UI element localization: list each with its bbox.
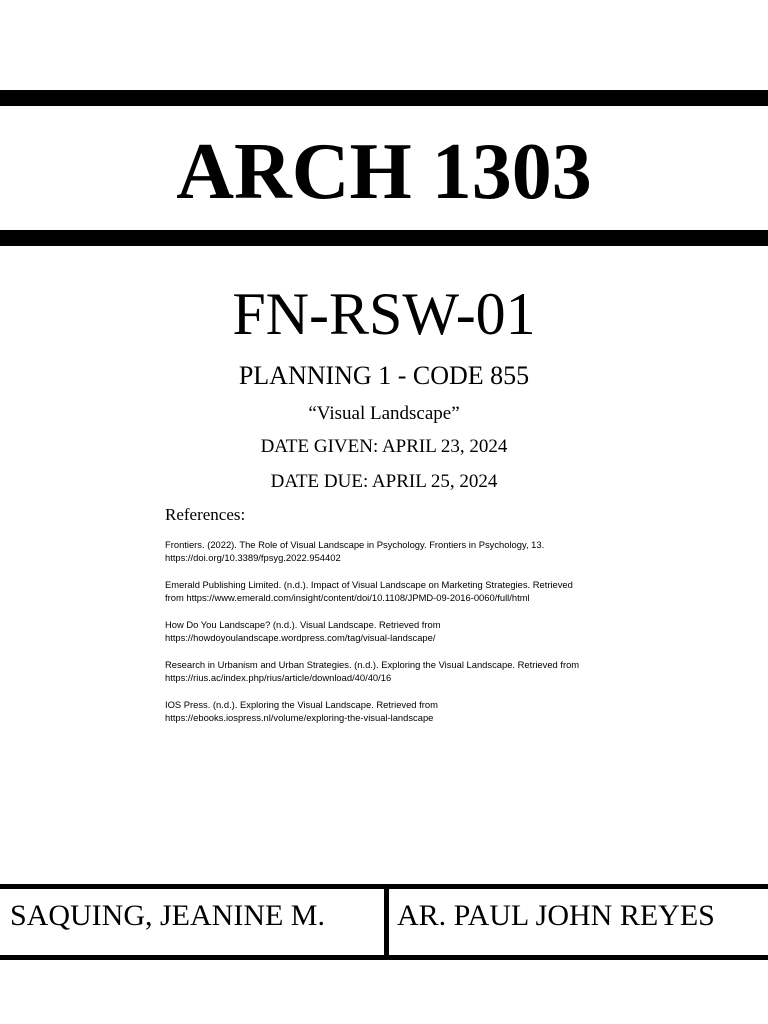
reference-item: IOS Press. (n.d.). Exploring the Visual Landscape. Retrieved from https://ebooks.iospress.nl/volume/exploring-the-visual-landscape bbox=[165, 699, 438, 723]
reference-item: Frontiers. (2022). The Role of Visual Landscape in Psychology. Frontiers in Psychology, 13. https://doi.org/10.3389/fpsyg.2022.954402 bbox=[165, 539, 545, 563]
course-code-title: ARCH 1303 bbox=[176, 128, 592, 216]
header-rule-top bbox=[0, 90, 768, 106]
references-list bbox=[165, 539, 635, 739]
references-heading: References: bbox=[165, 505, 246, 524]
reference-item: Research in Urbanism and Urban Strategies. (n.d.). Exploring the Visual Landscape. Retrieved from https://rius.ac/index.php/rius/article/download/40/40/16 bbox=[165, 659, 580, 683]
header-rule-bottom bbox=[0, 230, 768, 246]
instructor-name: AR. PAUL JOHN REYES bbox=[397, 899, 715, 932]
footer-rule-bottom bbox=[0, 955, 768, 960]
date-due: DATE DUE: APRIL 25, 2024 bbox=[270, 471, 498, 492]
topic-line: “Visual Landscape” bbox=[308, 403, 460, 424]
student-name: SAQUING, JEANINE M. bbox=[10, 899, 325, 932]
assignment-code: FN-RSW-01 bbox=[232, 281, 536, 347]
subject-line: PLANNING 1 - CODE 855 bbox=[238, 361, 530, 390]
date-given: DATE GIVEN: APRIL 23, 2024 bbox=[260, 436, 508, 457]
footer-divider bbox=[384, 884, 389, 960]
footer-name-block bbox=[0, 884, 768, 960]
reference-item: How Do You Landscape? (n.d.). Visual Landscape. Retrieved from https://howdoyoulandscape.wordpress.com/tag/visual-landscape/ bbox=[165, 619, 441, 643]
reference-item: Emerald Publishing Limited. (n.d.). Impact of Visual Landscape on Marketing Strategies. Retrieved from https://www.emerald.com/insight/content/doi/10.1108/JPMD-09-2016-0060/full/html bbox=[165, 579, 573, 603]
